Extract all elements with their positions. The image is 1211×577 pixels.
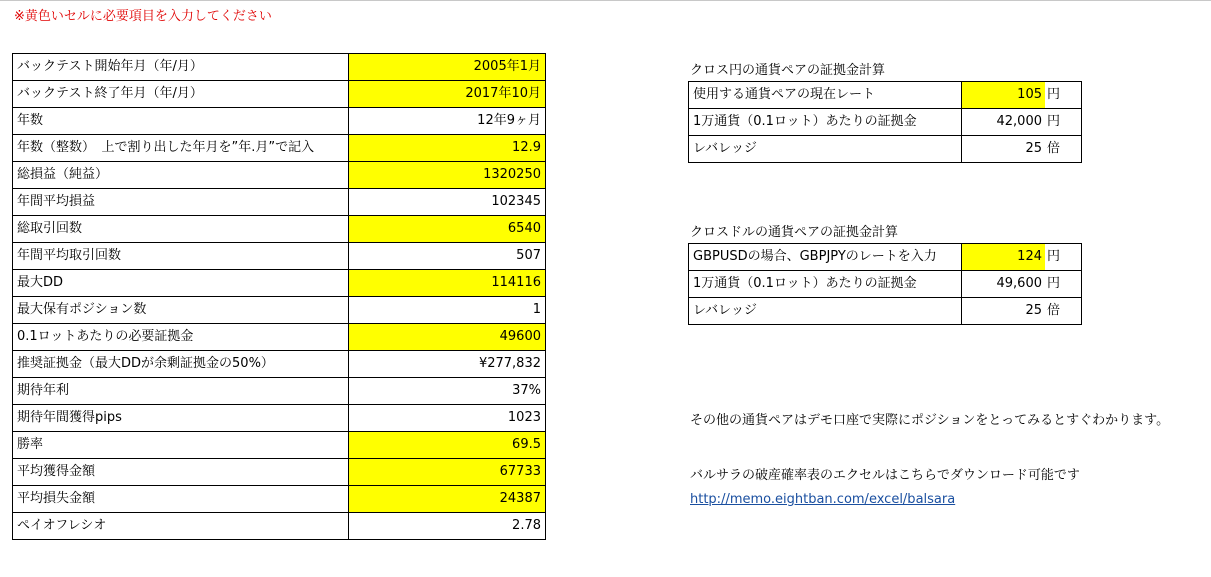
table-row [13,513,546,540]
row-label-cell: 推奨証拠金（最大DDが余剰証拠金の50%） [13,351,349,378]
table-row [13,405,546,432]
table-row [689,298,1082,325]
cross-dollar-title: クロスドルの通貨ペアの証拠金計算 [690,225,899,240]
value-text: 25 [1025,303,1042,318]
table-row [13,81,546,108]
instruction-note: ※黄色いセルに必要項目を入力してください [14,9,272,24]
value-cell: 1 [349,297,546,324]
table-row [13,270,546,297]
value-unit-cell [962,271,1082,298]
input-cell[interactable]: 6540 [349,216,546,243]
value-text: 42,000 [996,114,1042,129]
unit-label: 円 [1047,249,1061,264]
table-row [13,162,546,189]
cross-yen-table [688,81,1082,163]
input-cell[interactable]: 69.5 [349,432,546,459]
table-row [689,109,1082,136]
table-row [689,244,1082,271]
value-unit-cell [962,244,1082,271]
unit-label: 円 [1047,114,1061,129]
table-row [13,297,546,324]
row-label-cell: GBPUSDの場合、GBPJPYのレートを入力 [689,244,962,271]
row-label-cell: 1万通貨（0.1ロット）あたりの証拠金 [689,109,962,136]
row-label-cell: 使用する通貨ペアの現在レート [689,82,962,109]
sheet-top-border [0,0,1211,1]
cross-yen-title: クロス円の通貨ペアの証拠金計算 [690,63,886,78]
table-row [13,459,546,486]
value-unit-cell [962,82,1082,109]
row-label-cell: レバレッジ [689,298,962,325]
backtest-table [12,53,546,540]
table-row [689,271,1082,298]
value-unit-cell [962,298,1082,325]
rate-input-cell[interactable]: 124 [962,244,1045,270]
row-label-cell: 総取引回数 [13,216,349,243]
table-row [13,216,546,243]
table-row [13,432,546,459]
table-row [13,486,546,513]
row-label-cell: 期待年利 [13,378,349,405]
row-label-cell: 期待年間獲得pips [13,405,349,432]
unit-label: 倍 [1047,141,1061,156]
row-label-cell: 平均獲得金額 [13,459,349,486]
row-label-cell: バックテスト開始年月（年/月） [13,54,349,81]
row-label-cell: レバレッジ [689,136,962,163]
table-row [13,189,546,216]
table-row [13,54,546,81]
unit-label: 倍 [1047,303,1061,318]
input-cell[interactable]: 67733 [349,459,546,486]
other-pairs-note: その他の通貨ペアはデモ口座で実際にポジションをとってみるとすぐわかります。 [690,413,1170,428]
value-unit-cell [962,136,1082,163]
table-row [13,135,546,162]
input-cell[interactable]: 12.9 [349,135,546,162]
table-row [13,243,546,270]
row-label-cell: 平均損失金額 [13,486,349,513]
input-cell[interactable]: 2005年1月 [349,54,546,81]
table-row [689,136,1082,163]
value-cell: ¥277,832 [349,351,546,378]
table-row [689,82,1082,109]
value-text: 25 [1025,141,1042,156]
row-label-cell: 年間平均取引回数 [13,243,349,270]
input-cell[interactable]: 24387 [349,486,546,513]
value-cell: 2.78 [349,513,546,540]
row-label-cell: バックテスト終了年月（年/月） [13,81,349,108]
row-label-cell: 年間平均損益 [13,189,349,216]
value-cell: 12年9ヶ月 [349,108,546,135]
row-label-cell: 年数 [13,108,349,135]
rate-input-cell[interactable]: 105 [962,82,1045,108]
table-row [13,324,546,351]
row-label-cell: 勝率 [13,432,349,459]
balsara-note: バルサラの破産確率表のエクセルはこちらでダウンロード可能です [690,468,1080,483]
value-unit-cell [962,109,1082,136]
table-row [13,351,546,378]
row-label-cell: ペイオフレシオ [13,513,349,540]
value-cell: 1023 [349,405,546,432]
input-cell[interactable]: 2017年10月 [349,81,546,108]
value-cell: 37% [349,378,546,405]
input-cell[interactable]: 1320250 [349,162,546,189]
input-cell[interactable]: 49600 [349,324,546,351]
input-cell[interactable]: 114116 [349,270,546,297]
row-label-cell: 1万通貨（0.1ロット）あたりの証拠金 [689,271,962,298]
table-row [13,108,546,135]
balsara-download-link[interactable]: http://memo.eightban.com/excel/balsara [690,492,956,507]
table-row [13,378,546,405]
row-label-cell: 総損益（純益） [13,162,349,189]
row-label-cell: 最大DD [13,270,349,297]
unit-label: 円 [1047,276,1061,291]
unit-label: 円 [1047,87,1061,102]
row-label-cell: 0.1ロットあたりの必要証拠金 [13,324,349,351]
cross-dollar-table [688,243,1082,325]
value-cell: 507 [349,243,546,270]
value-text: 49,600 [996,276,1042,291]
value-cell: 102345 [349,189,546,216]
row-label-cell: 最大保有ポジション数 [13,297,349,324]
row-label-cell: 年数（整数） 上で割り出した年月を”年.月”で記入 [13,135,349,162]
